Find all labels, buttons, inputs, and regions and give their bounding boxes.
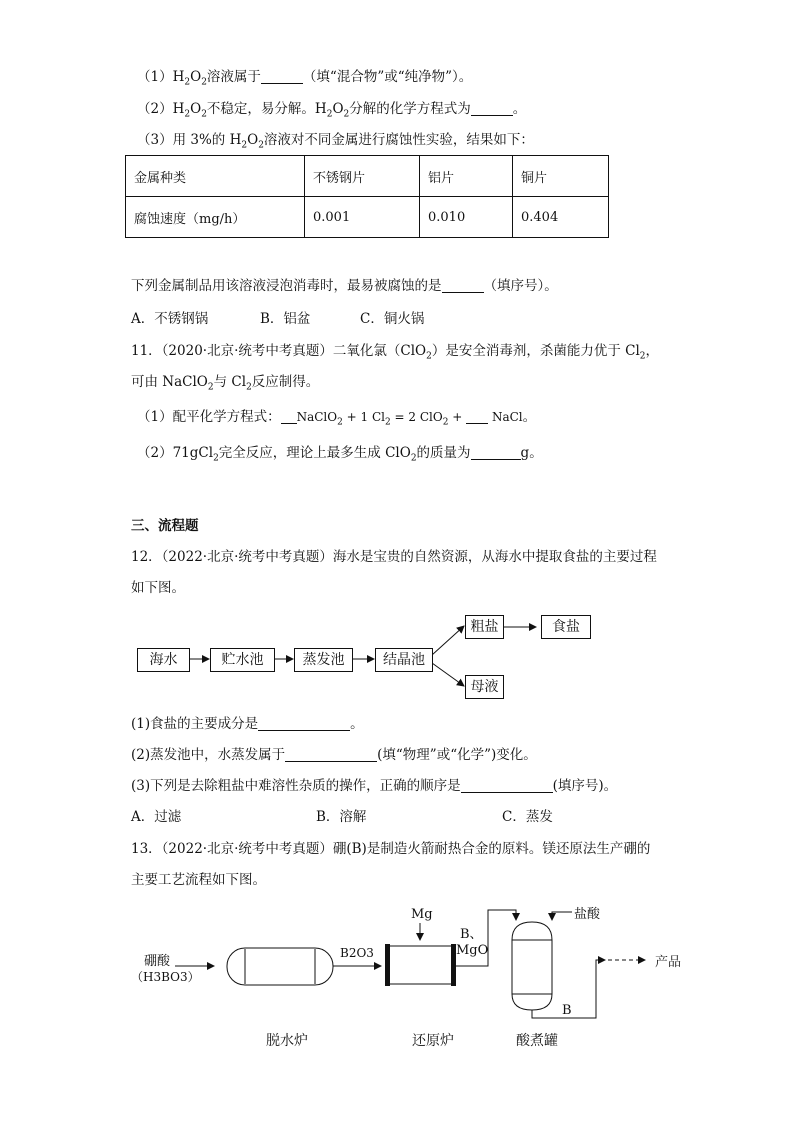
dehydrator-furnace-shape [227,948,333,985]
b-mgo-label-2: MgO [456,943,489,958]
product-label: 产品 [655,955,682,970]
q10-part3: （3）用 3%的 $H_2O_2$溶液对不同金属进行腐蚀性实验，结果如下： [137,132,534,151]
table-cell: 0.001 [305,197,420,238]
q12-option-c: C．蒸发 [502,809,553,825]
hcl-label: 盐酸 [574,907,601,922]
reduction-furnace-shape [387,946,454,984]
dehydrator-label: 脱水炉 [266,1033,308,1049]
q10-part3-question: 下列金属制品用该溶液浸泡消毒时，最易被腐蚀的是 （填序号）。 [131,278,558,294]
flow-box-seawater: 海水 [137,648,190,672]
q13-intro-line2: 主要工艺流程如下图。 [131,872,266,888]
q12-option-a: A．过滤 [131,809,182,825]
acid-tank-label: 酸煮罐 [516,1033,558,1049]
table-cell: 0.404 [513,197,609,238]
q11-part2: （2）71gCl$_2$完全反应，理论上最多生成 ClO$_2$的质量为 g。 [137,445,543,464]
input-boric-acid-label: 硼酸 [144,954,171,969]
flow-box-table-salt: 食盐 [541,615,591,639]
input-formula-label: （H3BO3） [131,970,200,984]
q10-part2: $(2)H_2O_2$不稳定，易分解。$H_2O_2$分解的化学方程式为 。 [137,101,527,120]
q11-intro: 11．（2020·北京·统考中考真题）二氧化氯（ClO$_2$）是安全消毒剂，杀菌能力优于 $Cl_2$， [131,343,660,362]
mg-label: Mg [411,907,433,922]
q12-intro: 12．（2022·北京·统考中考真题）海水是宝贵的自然资源，从海水中提取食盐的主要过程 [131,549,657,565]
flow-box-mother-liquor: 母液 [465,675,504,699]
flow-box-evaporation-pool: 蒸发池 [294,648,353,672]
q12-part1: (1)食盐的主要成分是 。 [131,716,364,732]
q13-intro: 13．（2022·北京·统考中考真题）硼(B)是制造火箭耐热合金的原料。镁还原法生产硼的 [131,841,651,857]
flow-box-storage-pool: 贮水池 [210,648,275,672]
q10-option-a: A．不锈钢锅 [131,311,209,327]
acid-tank-shape [512,922,552,1010]
q10-option-b: B．铝盆 [260,311,311,327]
q10-part1: $(1)H_2O_2$溶液属于 （填“混合物”或“纯净物”）。 [137,69,473,88]
q12-option-b: B．溶解 [316,809,367,825]
section-title: 三、流程题 [131,518,199,534]
table-header-cell: 铜片 [513,156,609,197]
q11-intro-line2: 可由 NaClO$_2$与 $Cl_2$反应制得。 [131,374,320,393]
b-output-label: B [562,1003,572,1018]
reducer-label: 还原炉 [412,1033,454,1049]
q12-part2: (2)蒸发池中，水蒸发属于 (填“物理”或“化学”)变化。 [131,747,537,763]
table-header-cell: 金属种类 [126,156,305,197]
table-cell: 0.010 [420,197,513,238]
table-cell: 腐蚀速度（mg/h） [126,197,305,238]
b-mgo-label-1: B、 [460,927,483,942]
q10-option-c: C．铜火锅 [360,311,425,327]
flow-box-crystallization-pool: 结晶池 [375,648,433,672]
table-header-cell: 不锈钢片 [305,156,420,197]
b2o3-label: B2O3 [340,946,374,960]
q12-part3: (3)下列是去除粗盐中难溶性杂质的操作，正确的顺序是 (填序号)。 [131,778,618,794]
flow-box-crude-salt: 粗盐 [465,615,504,639]
table-header-cell: 铝片 [420,156,513,197]
q12-intro-line2: 如下图。 [131,580,185,596]
q11-part1: （1）配平化学方程式： NaClO$_2$ + 1 $Cl_2 = 2$ ClO$_2$ + NaCl。 [137,409,537,428]
